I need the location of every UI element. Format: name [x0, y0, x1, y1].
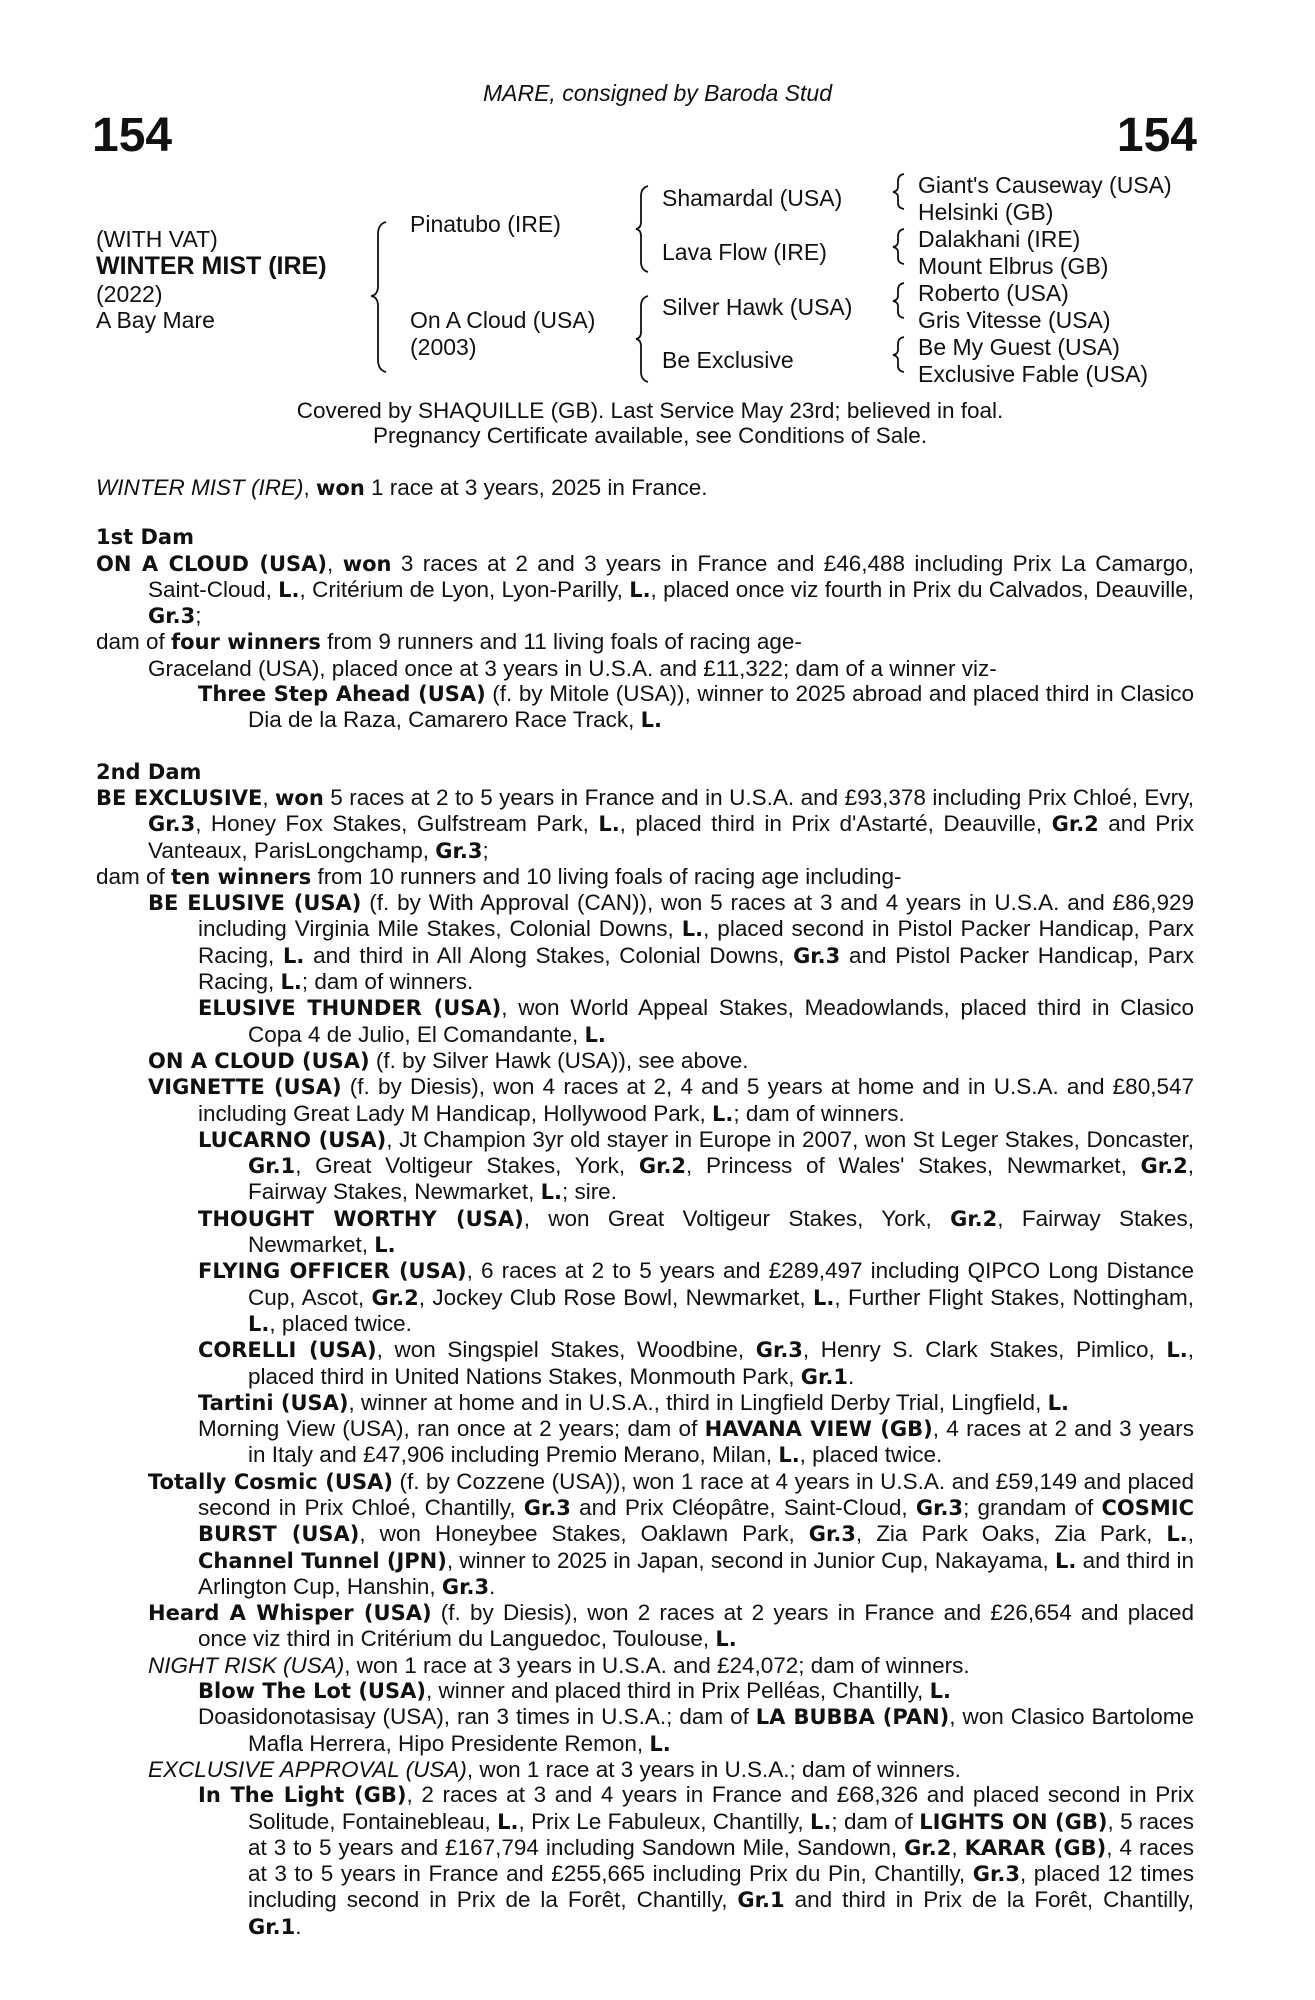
produce-lucarno: LUCARNO (USA), Jt Champion 3yr old stayer in Europe in 2007, won St Leger Stakes, Doncaster, Gr.1, Great Voltigeur Stakes, York, Gr.2, Princess of Wales' Stakes, Newmarket, Gr.2, Fairway Stakes, Newmarket, L.; sire.	[198, 1126, 1195, 1205]
gen3-2: Helsinki (GB)	[918, 199, 1054, 225]
produce-exclusive-approval: EXCLUSIVE APPROVAL (USA), won 1 race at 3 years in U.S.A.; dam of winners.	[148, 1756, 961, 1782]
sire-sire: Shamardal (USA)	[662, 185, 843, 211]
produce-on-a-cloud: ON A CLOUD (USA) (f. by Silver Hawk (USA)), see above.	[148, 1047, 749, 1073]
first-dam-record: ON A CLOUD (USA), won 3 races at 2 and 3 years in France and £46,488 including Prix La Camargo, Saint-Cloud, L., Critérium de Lyon, Lyon-Parilly, L., placed once viz fourth in Prix du Calvados, Deauville, Gr.3;	[96, 550, 1195, 629]
cover-note	[0, 398, 1300, 448]
gen3-8: Exclusive Fable (USA)	[918, 361, 1149, 387]
second-dam-produce: dam of ten winners from 10 runners and 10 living foals of racing age including-	[96, 863, 902, 889]
catalogue-entry	[96, 475, 1194, 1940]
cover-line-2: Pregnancy Certificate available, see Conditions of Sale.	[372, 423, 928, 448]
sire-dam: Lava Flow (IRE)	[662, 239, 827, 265]
produce-be-elusive: BE ELUSIVE (USA) (f. by With Approval (CAN)), won 5 races at 3 and 4 years in U.S.A. and £86,929 including Virginia Mile Stakes, Colonial Downs, L., placed second in Pistol Packer Handicap, Parx Racing, L. and third in All Along Stakes, Colonial Downs, Gr.3 and Pistol Packer Handicap, Parx Racing, L.; dam of winners.	[148, 890, 1195, 995]
produce-heard-a-whisper: Heard A Whisper (USA) (f. by Diesis), won 2 races at 2 years in France and £26,654 and placed once viz third in Critérium du Languedoc, Toulouse, L.	[148, 1600, 1194, 1652]
gen3-7: Be My Guest (USA)	[918, 334, 1120, 360]
produce-morning-view: Morning View (USA), ran once at 2 years; dam of HAVANA VIEW (GB), 4 races at 2 and 3 years in Italy and £47,906 including Premio Merano, Milan, L., placed twice.	[198, 1416, 1194, 1468]
dam-sire: Silver Hawk (USA)	[662, 294, 853, 320]
horse-record: WINTER MIST (IRE), won 1 race at 3 years, 2025 in France.	[96, 475, 708, 500]
produce-graceland: Graceland (USA), placed once at 3 years in U.S.A. and £11,322; dam of a winner viz-	[148, 655, 997, 681]
lot-number-left: 154	[92, 109, 173, 162]
horse-description: A Bay Mare	[96, 307, 215, 333]
dam-dam: Be Exclusive	[662, 347, 794, 373]
produce-flying-officer: FLYING OFFICER (USA), 6 races at 2 to 5 years and £289,497 including QIPCO Long Distance Cup, Ascot, Gr.2, Jockey Club Rose Bowl, Newmarket, L., Further Flight Stakes, Nottingham, L., placed twice.	[198, 1258, 1194, 1336]
produce-night-risk: NIGHT RISK (USA), won 1 race at 3 years in U.S.A. and £24,072; dam of winners.	[148, 1652, 970, 1678]
produce-three-step-ahead: Three Step Ahead (USA) (f. by Mitole (USA)), winner to 2025 abroad and placed third in Clasico Dia de la Raza, Camarero Race Track, L.	[198, 681, 1195, 733]
dam: On A Cloud (USA)	[410, 307, 596, 333]
lot-number-right: 154	[1116, 109, 1197, 162]
produce-corelli: CORELLI (USA), won Singspiel Stakes, Woodbine, Gr.3, Henry S. Clark Stakes, Pimlico, L., placed third in United Nations Stakes, Monmouth Park, Gr.1.	[198, 1337, 1195, 1389]
produce-in-the-light: In The Light (GB), 2 races at 3 and 4 years in France and £68,326 and placed second in Prix Solitude, Fontainebleau, L., Prix Le Fabuleux, Chantilly, L.; dam of LIGHTS ON (GB), 5 races at 3 to 5 years and £167,794 including Sandown Mile, Sandown, Gr.2, KARAR (GB), 4 races at 3 to 5 years in France and £255,665 including Prix du Pin, Chantilly, Gr.3, placed 12 times including second in Prix de la Forêt, Chantilly, Gr.1 and third in Prix de la Forêt, Chantilly, Gr.1.	[198, 1782, 1195, 1939]
consignment-header: MARE, consigned by Baroda Stud	[482, 80, 833, 106]
second-dam-heading: 2nd Dam	[96, 759, 202, 784]
sire: Pinatubo (IRE)	[410, 211, 561, 237]
gen3-4: Mount Elbrus (GB)	[918, 253, 1109, 279]
produce-doasidonotasisay: Doasidonotasisay (USA), ran 3 times in U.S.A.; dam of LA BUBBA (PAN), won Clasico Bartolome Mafla Herrera, Hipo Presidente Remon, L.	[198, 1704, 1194, 1756]
gen3-3: Dalakhani (IRE)	[918, 226, 1081, 252]
gen3-6: Gris Vitesse (USA)	[918, 307, 1111, 333]
gen3-1: Giant's Causeway (USA)	[918, 172, 1172, 198]
produce-elusive-thunder: ELUSIVE THUNDER (USA), won World Appeal Stakes, Meadowlands, placed third in Clasico Copa 4 de Julio, El Comandante, L.	[198, 995, 1194, 1047]
produce-vignette: VIGNETTE (USA) (f. by Diesis), won 4 races at 2, 4 and 5 years at home and in U.S.A. and £80,547 including Great Lady M Handicap, Hollywood Park, L.; dam of winners.	[148, 1074, 1195, 1126]
first-dam-produce: dam of four winners from 9 runners and 11 living foals of racing age-	[96, 629, 802, 655]
cover-line-1: Covered by SHAQUILLE (GB). Last Service May 23rd; believed in foal.	[296, 398, 1004, 423]
first-dam-heading: 1st Dam	[96, 525, 194, 550]
gen3-5: Roberto (USA)	[918, 280, 1069, 306]
produce-totally-cosmic: Totally Cosmic (USA) (f. by Cozzene (USA)), won 1 race at 4 years in U.S.A. and £59,149 and placed second in Prix Chloé, Chantilly, Gr.3 and Prix Cléopâtre, Saint-Cloud, Gr.3; grandam of COSMIC BURST (USA), won Honeybee Stakes, Oaklawn Park, Gr.3, Zia Park Oaks, Zia Park, L., Channel Tunnel (JPN), winner to 2025 in Japan, second in Junior Cup, Nakayama, L. and third in Arlington Cup, Hanshin, Gr.3.	[148, 1468, 1195, 1599]
produce-blow-the-lot: Blow The Lot (USA), winner and placed third in Prix Pelléas, Chantilly, L.	[198, 1678, 951, 1704]
horse-name: WINTER MIST (IRE)	[96, 252, 327, 280]
second-dam-record: BE EXCLUSIVE, won 5 races at 2 to 5 years in France and in U.S.A. and £93,378 including Prix Chloé, Evry, Gr.3, Honey Fox Stakes, Gulfstream Park, L., placed third in Prix d'Astarté, Deauville, Gr.2 and Prix Vanteaux, ParisLongchamp, Gr.3;	[96, 784, 1194, 863]
produce-thought-worthy: THOUGHT WORTHY (USA), won Great Voltigeur Stakes, York, Gr.2, Fairway Stakes, Newmarket, L.	[198, 1205, 1194, 1258]
horse-year: (2022)	[96, 281, 163, 307]
produce-tartini: Tartini (USA), winner at home and in U.S.A., third in Lingfield Derby Trial, Lingfield, L.	[198, 1389, 1069, 1415]
vat-note: (WITH VAT)	[96, 226, 218, 252]
dam-year: (2003)	[410, 334, 477, 360]
